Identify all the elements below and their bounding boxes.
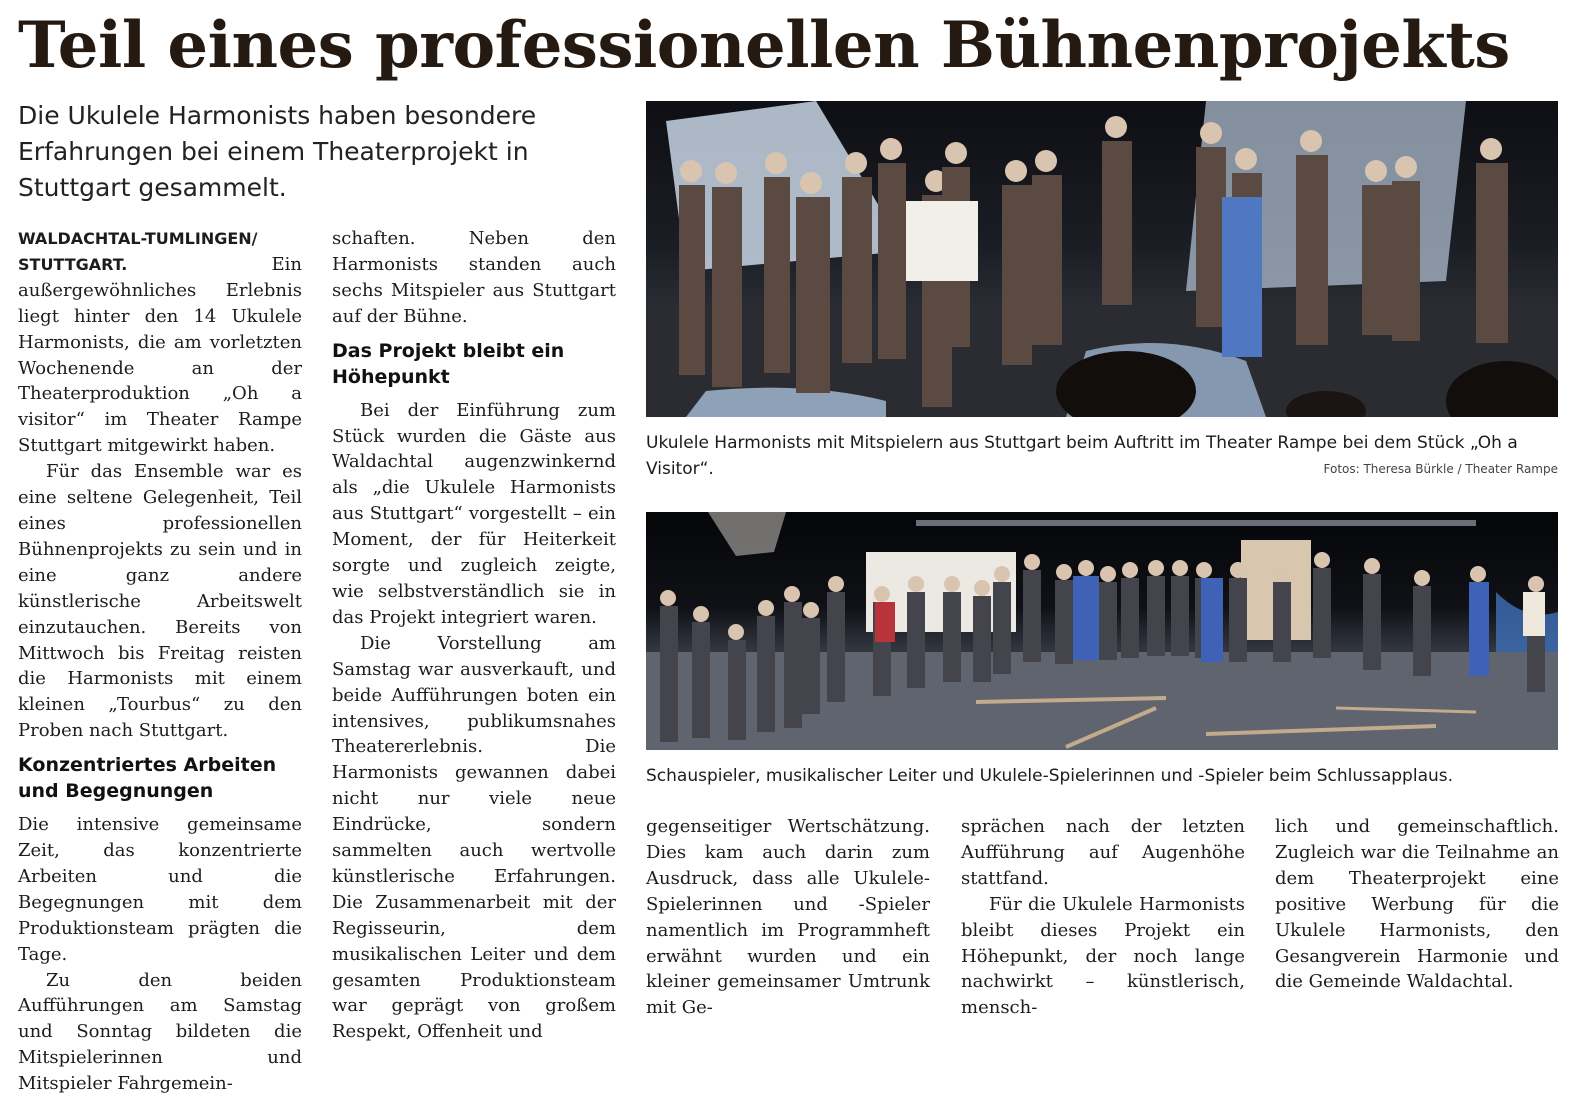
stage-photo-ensemble-illustration [646,101,1558,417]
paragraph: schaften. Neben den Harmonists standen auch sechs Mitspieler aus Stuttgart auf der Bühne. [332,228,616,327]
paragraph: gegenseitiger Wertschätzung. Dies kam auch darin zum Ausdruck, dass alle Ukulele-Spielerinnen und -Spieler namentlich im Programmheft erwähnt wurden und ein kleiner gemeinsamer Umtrunk mit Ge- [646,816,930,1019]
paragraph: lich und gemeinschaftlich. Zugleich war die Teilnahme an dem Theaterprojekt eine positive Werbung für die Ukulele Harmonists, den Gesangverein Harmonie und die Gemeinde Waldachtal. [1275,816,1559,993]
article-column-2 [332,226,616,1045]
article-column-4 [961,814,1245,1021]
section-subhead: Konzentriertes Arbeiten und Begegnungen [18,754,277,803]
subheadline: Die Ukulele Harmonists haben besondere Erfahrungen bei einem Theaterprojekt in Stuttgart gesammelt. [18,101,537,202]
paragraph: Für das Ensemble war es eine seltene Gelegenheit, Teil eines professionellen Bühnenprojekts zu sein und in eine ganz andere künstlerische Arbeitswelt einzutauchen. Bereits von Mittwoch bis Freitag reisten die Harmonists mit einem kleinen „Tourbus“ zu den Proben nach Stuttgart. [18,461,302,742]
paragraph: Bei der Einführung zum Stück wurden die Gäste aus Waldachtal augenzwinkernd als „die Ukulele Harmonists aus Stuttgart“ vorgestellt – ein Moment, der für Heiterkeit sorgte und zugleich zeigte, wie selbstverständlich sie in das Projekt integriert waren. [332,399,616,628]
article-column-1 [18,226,302,1097]
lead-paragraph: Ein außergewöhnliches Erlebnis liegt hinter den 14 Ukulele Harmonists, die am vorletzten Wochenende an der Theaterproduktion „Oh a visitor“ im Theater Rampe Stuttgart mitgewirkt haben. [18,253,302,457]
article-column-3 [646,814,930,1021]
photo-credit: Fotos: Theresa Bürkle / Theater Rampe [1323,462,1558,476]
paragraph: Die intensive gemeinsame Zeit, das konzentrierte Arbeiten und die Begegnungen mit dem Produktionsteam prägten die Tage. [18,814,302,965]
paragraph: Zu den beiden Aufführungen am Samstag und Sonntag bildeten die Mitspielerinnen und Mitspieler Fahrgemein- [18,969,302,1095]
stage-photo-curtain-call [646,512,1558,750]
section-subhead: Das Projekt bleibt ein Höhepunkt [332,339,565,388]
photo-caption-1: Ukulele Harmonists mit Mitspielern aus Stuttgart beim Auftritt im Theater Rampe bei dem Stück „Oh a Visitor“. [646,433,1518,479]
headline: Teil eines professionellen Bühnenprojekts [18,8,1510,83]
article-column-5 [1275,814,1559,995]
stage-photo-ensemble [646,101,1558,417]
dateline: WALDACHTAL-TUMLINGEN/ STUTTGART. [18,229,258,274]
photo-caption-2: Schauspieler, musikalischer Leiter und Ukulele-Spielerinnen und -Spieler beim Schlussapplaus. [646,766,1454,786]
paragraph: Die Vorstellung am Samstag war ausverkauft, und beide Aufführungen boten ein intensives, publikumsnahes Theatererlebnis. Die Harmonists gewannen dabei nicht nur viele neue Eindrücke, sondern sammelten auch wertvolle künstlerische Erfahrungen. Die Zusammenarbeit mit der Regisseurin, dem musikalischen Leiter und dem gesamten Produktionsteam war geprägt von großem Respekt, Offenheit und [332,632,616,1043]
paragraph: Für die Ukulele Harmonists bleibt dieses Projekt ein Höhepunkt, der noch lange nachwirkt – künstlerisch, mensch- [961,893,1245,1019]
stage-photo-curtain-call-illustration [646,512,1558,750]
paragraph: sprächen nach der letzten Aufführung auf Augenhöhe stattfand. [961,816,1245,889]
